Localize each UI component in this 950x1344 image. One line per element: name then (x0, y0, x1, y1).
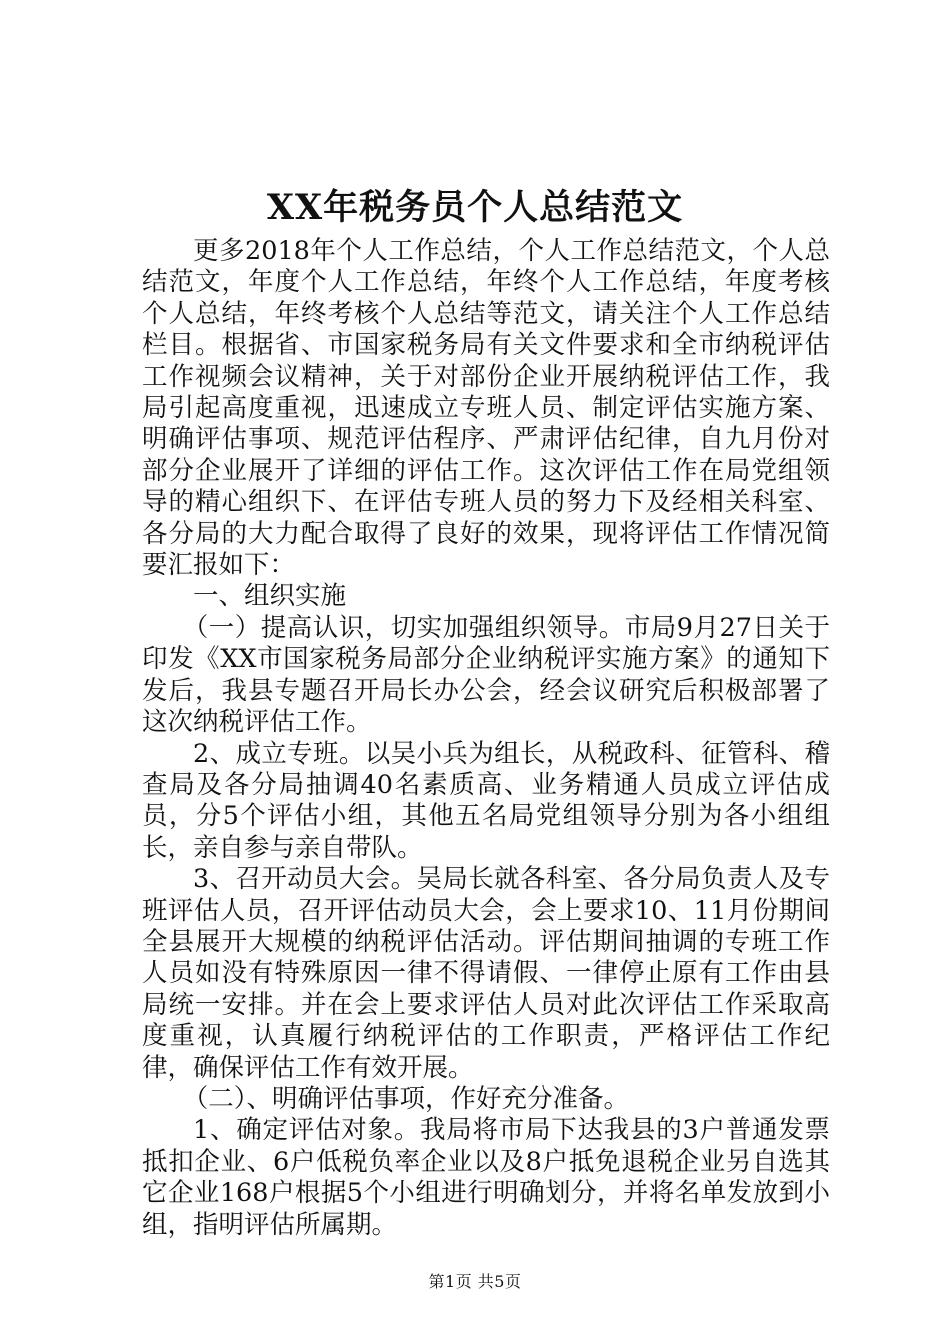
document-title: XX年税务员个人总结范文 (266, 187, 684, 228)
subsection-paragraph-1: （一）提高认识，切实加强组织领导。市局9月27日关于印发《XX市国家税务局部分企业纳税评实施方案》的通知下发后，我县专题召开局长办公会，经会议研究后积极部署了这次纳税评估工作。 (142, 612, 830, 738)
document-body (142, 236, 830, 1241)
section-heading-organization: 一、组织实施 (193, 581, 347, 612)
item-paragraph-4: 1、确定评估对象。我局将市局下达我县的3户普通发票抵扣企业、6户低税负率企业以及8户抵免退税企业另自选其它企业168户根据5个小组进行明确划分，并将名单发放到小组，指明评估所属期。 (142, 1115, 830, 1240)
item-paragraph-2: 2、成立专班。以吴小兵为组长，从税政科、征管科、稽查局及各分局抽调40名素质高、业务精通人员成立评估成员，分5个评估小组，其他五名局党组领导分别为各小组组长，亲自参与亲自带队。 (142, 738, 830, 863)
intro-paragraph: 更多2018年个人工作总结，个人工作总结范文，个人总结范文，年度个人工作总结，年终个人工作总结，年度考核个人总结，年终考核个人总结等范文，请关注个人工作总结栏目。根据省、市国家税务局有关文件要求和全市纳税评估工作视频会议精神，关于对部份企业开展纳税评估工作，我局引起高度重视，迅速成立专班人员、制定评估实施方案、明确评估事项、规范评估程序、严肃评估纪律，自九月份对部分企业展开了详细的评估工作。这次评估工作在局党组领导的精心组织下、在评估专班人员的努力下及经相关科室、各分局的大力配合取得了良好的效果，现将评估工作情况简要汇报如下： (142, 236, 830, 581)
subsection-heading-2: （二）、明确评估事项，作好充分准备。 (182, 1083, 630, 1114)
item-paragraph-3: 3、召开动员大会。吴局长就各科室、各分局负责人及专班评估人员，召开评估动员大会，会上要求10、11月份期间全县展开大规模的纳税评估活动。评估期间抽调的专班工作人员如没有特殊原因一律不得请假、一律停止原有工作由县局统一安排。并在会上要求评估人员对此次评估工作采取高度重视，认真履行纳税评估的工作职责，严格评估工作纪律，确保评估工作有效开展。 (142, 864, 830, 1083)
page-number: 第1页 共5页 (428, 1272, 522, 1291)
